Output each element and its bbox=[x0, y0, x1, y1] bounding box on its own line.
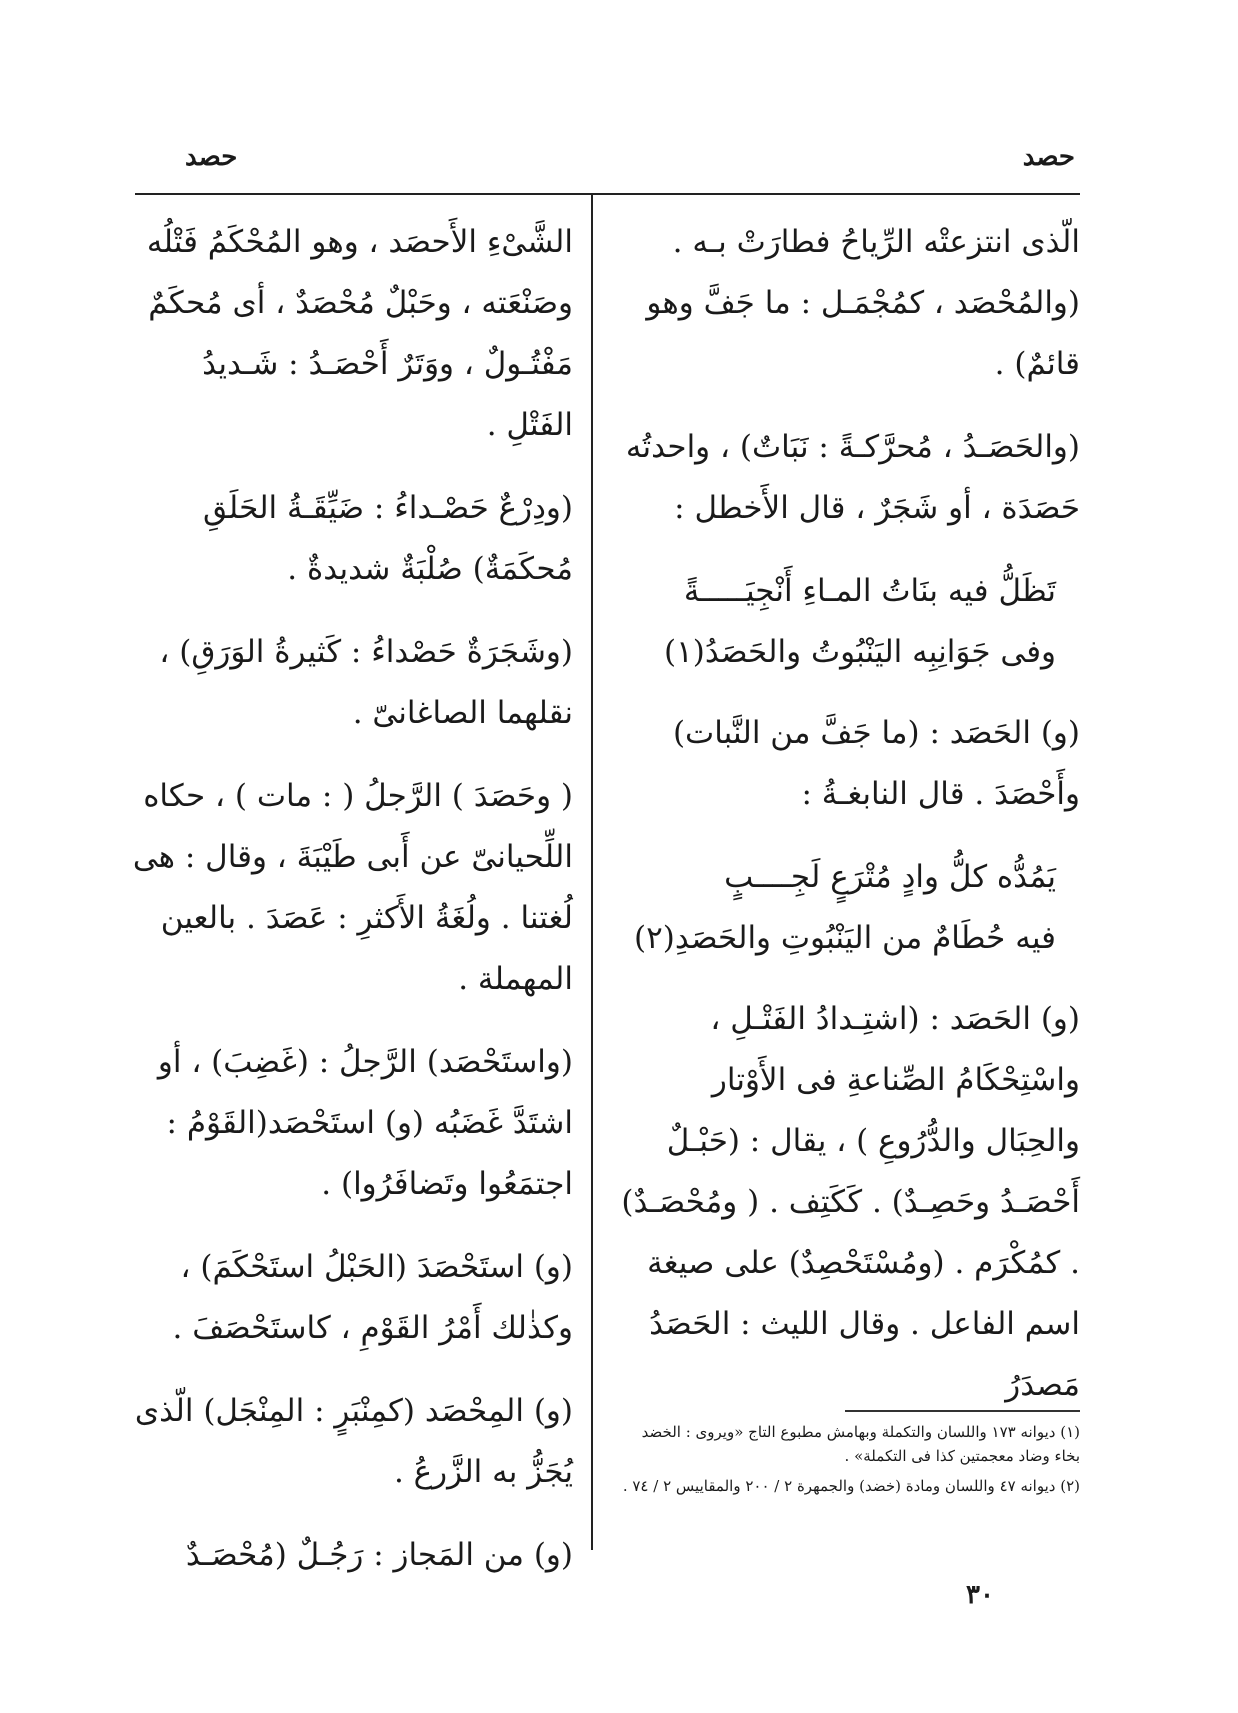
header-rule bbox=[135, 193, 1080, 195]
page-number: ٣٠ bbox=[966, 1580, 994, 1610]
entry-paragraph: (و) المِحْصَد (كمِنْبَرٍ : المِنْجَل) الّذى يُجَزُّ به الزَّرعُ . bbox=[134, 1393, 573, 1490]
left-column bbox=[128, 212, 573, 1608]
footnotes bbox=[615, 1420, 1080, 1504]
entry-paragraph: (ودِرْعٌ حَصْـداءُ : ضَيِّقَـةُ الحَلَقِ مُحكَمَةٌ) صُلْبَةٌ شديدةٌ . bbox=[202, 490, 573, 587]
entry-paragraph: ( وحَصَدَ ) الرَّجلُ ( : مات ) ، حكاه اللِّحيانىّ عن أَبى طَيْبَةَ ، وقال : هى لُغتنا . ولُغَةُ الأَكثرِ : عَصَدَ . بالعين المهملة . bbox=[132, 778, 573, 997]
running-header-left: حصد bbox=[185, 142, 238, 172]
footnote: (١) ديوانه ١٧٣ واللسان والتكملة وبهامش مطبوع التاج «ويروى : الخضد بخاء وضاد معجمتين كذا فى التكملة» . bbox=[641, 1423, 1080, 1465]
verse-line: يَمُدُّه كلُّ وادٍ مُتْرَعٍ لَجِــــبٍ bbox=[724, 859, 1056, 895]
entry-paragraph: (وشَجَرَةٌ حَصْداءُ : كَثيرةُ الوَرَقِ) ، نقلهما الصاغانىّ . bbox=[159, 634, 573, 731]
footnote: (٢) ديوانه ٤٧ واللسان ومادة (خضد) والجمهرة ٢ / ٢٠٠ والمقاييس ٢ / ٧٤ . bbox=[622, 1477, 1080, 1495]
entry-paragraph: (و) استَحْصَدَ (الحَبْلُ استَحْكَمَ) ، وكذٰلك أَمْرُ القَوْمِ ، كاستَحْصَفَ . bbox=[172, 1249, 573, 1346]
entry-paragraph: (والحَصَـدُ ، مُحرَّكـةً : نَبَاتٌ) ، واحدتُه حَصَدَة ، أو شَجَرٌ ، قال الأَخطل : bbox=[625, 429, 1080, 526]
entry-paragraph: (و) من المَجاز : رَجُـلٌ (مُحْصَـدٌ bbox=[185, 1537, 573, 1573]
entry-paragraph: (و) الحَصَد : (اشتِـدادُ الفَتْـلِ ، واسْتِحْكَامُ الصِّناعةِ فى الأَوْتار والحِبَال والدُّرُوعِ ) ، يقال : (حَبْـلٌ أَحْصَـدُ وحَصِـدٌ) . كَكَتِف . ( ومُحْصَـدٌ) . كمُكْرَم . (ومُسْتَحْصِدٌ) على صيغة اسم الفاعل . وقال الليث : الحَصَدُ مَصدَرُ bbox=[621, 1001, 1080, 1403]
entry-paragraph: (واستَحْصَد) الرَّجلُ : (غَضِبَ) ، أو اشتَدَّ غَضَبُه (و) استَحْصَد(القَوْمُ : اجتمَعُوا وتَضافَرُوا) . bbox=[157, 1044, 573, 1202]
poetry-verse bbox=[615, 561, 1080, 683]
footnote-rule bbox=[845, 1410, 1080, 1412]
entry-paragraph: الّذى انتزعتْه الرِّياحُ فطارَتْ بـه . (والمُحْصَد ، كمُجْمَـل : ما جَفَّ وهو قائمٌ) . bbox=[646, 224, 1080, 382]
column-divider bbox=[591, 195, 593, 1550]
entry-paragraph: الشَّىْءِ الأَحصَد ، وهو المُحْكَمُ فَتْلُه وصَنْعَته ، وحَبْلٌ مُحْصَدٌ ، أى مُحكَمٌ مَفْتُـولٌ ، ووَتَرٌ أَحْصَـدُ : شَـديدُ الفَتْلِ . bbox=[146, 224, 573, 443]
verse-line: فيه حُطَامٌ من اليَنْبُوتِ والحَصَدِ(٢) bbox=[633, 920, 1056, 956]
verse-line: وفى جَوَانِبِه اليَنْبُوتُ والحَصَدُ(١) bbox=[664, 634, 1056, 670]
right-column bbox=[615, 212, 1080, 1438]
entry-paragraph: (و) الحَصَد : (ما جَفَّ من النَّبات) وأَحْصَدَ . قال النابغـةُ : bbox=[672, 715, 1080, 812]
running-header-right: حصد bbox=[1022, 142, 1075, 172]
verse-line: تَظَلُّ فيه بنَاتُ المـاءِ أَنْجِيَـــــةً bbox=[683, 573, 1056, 609]
poetry-verse bbox=[615, 847, 1080, 969]
